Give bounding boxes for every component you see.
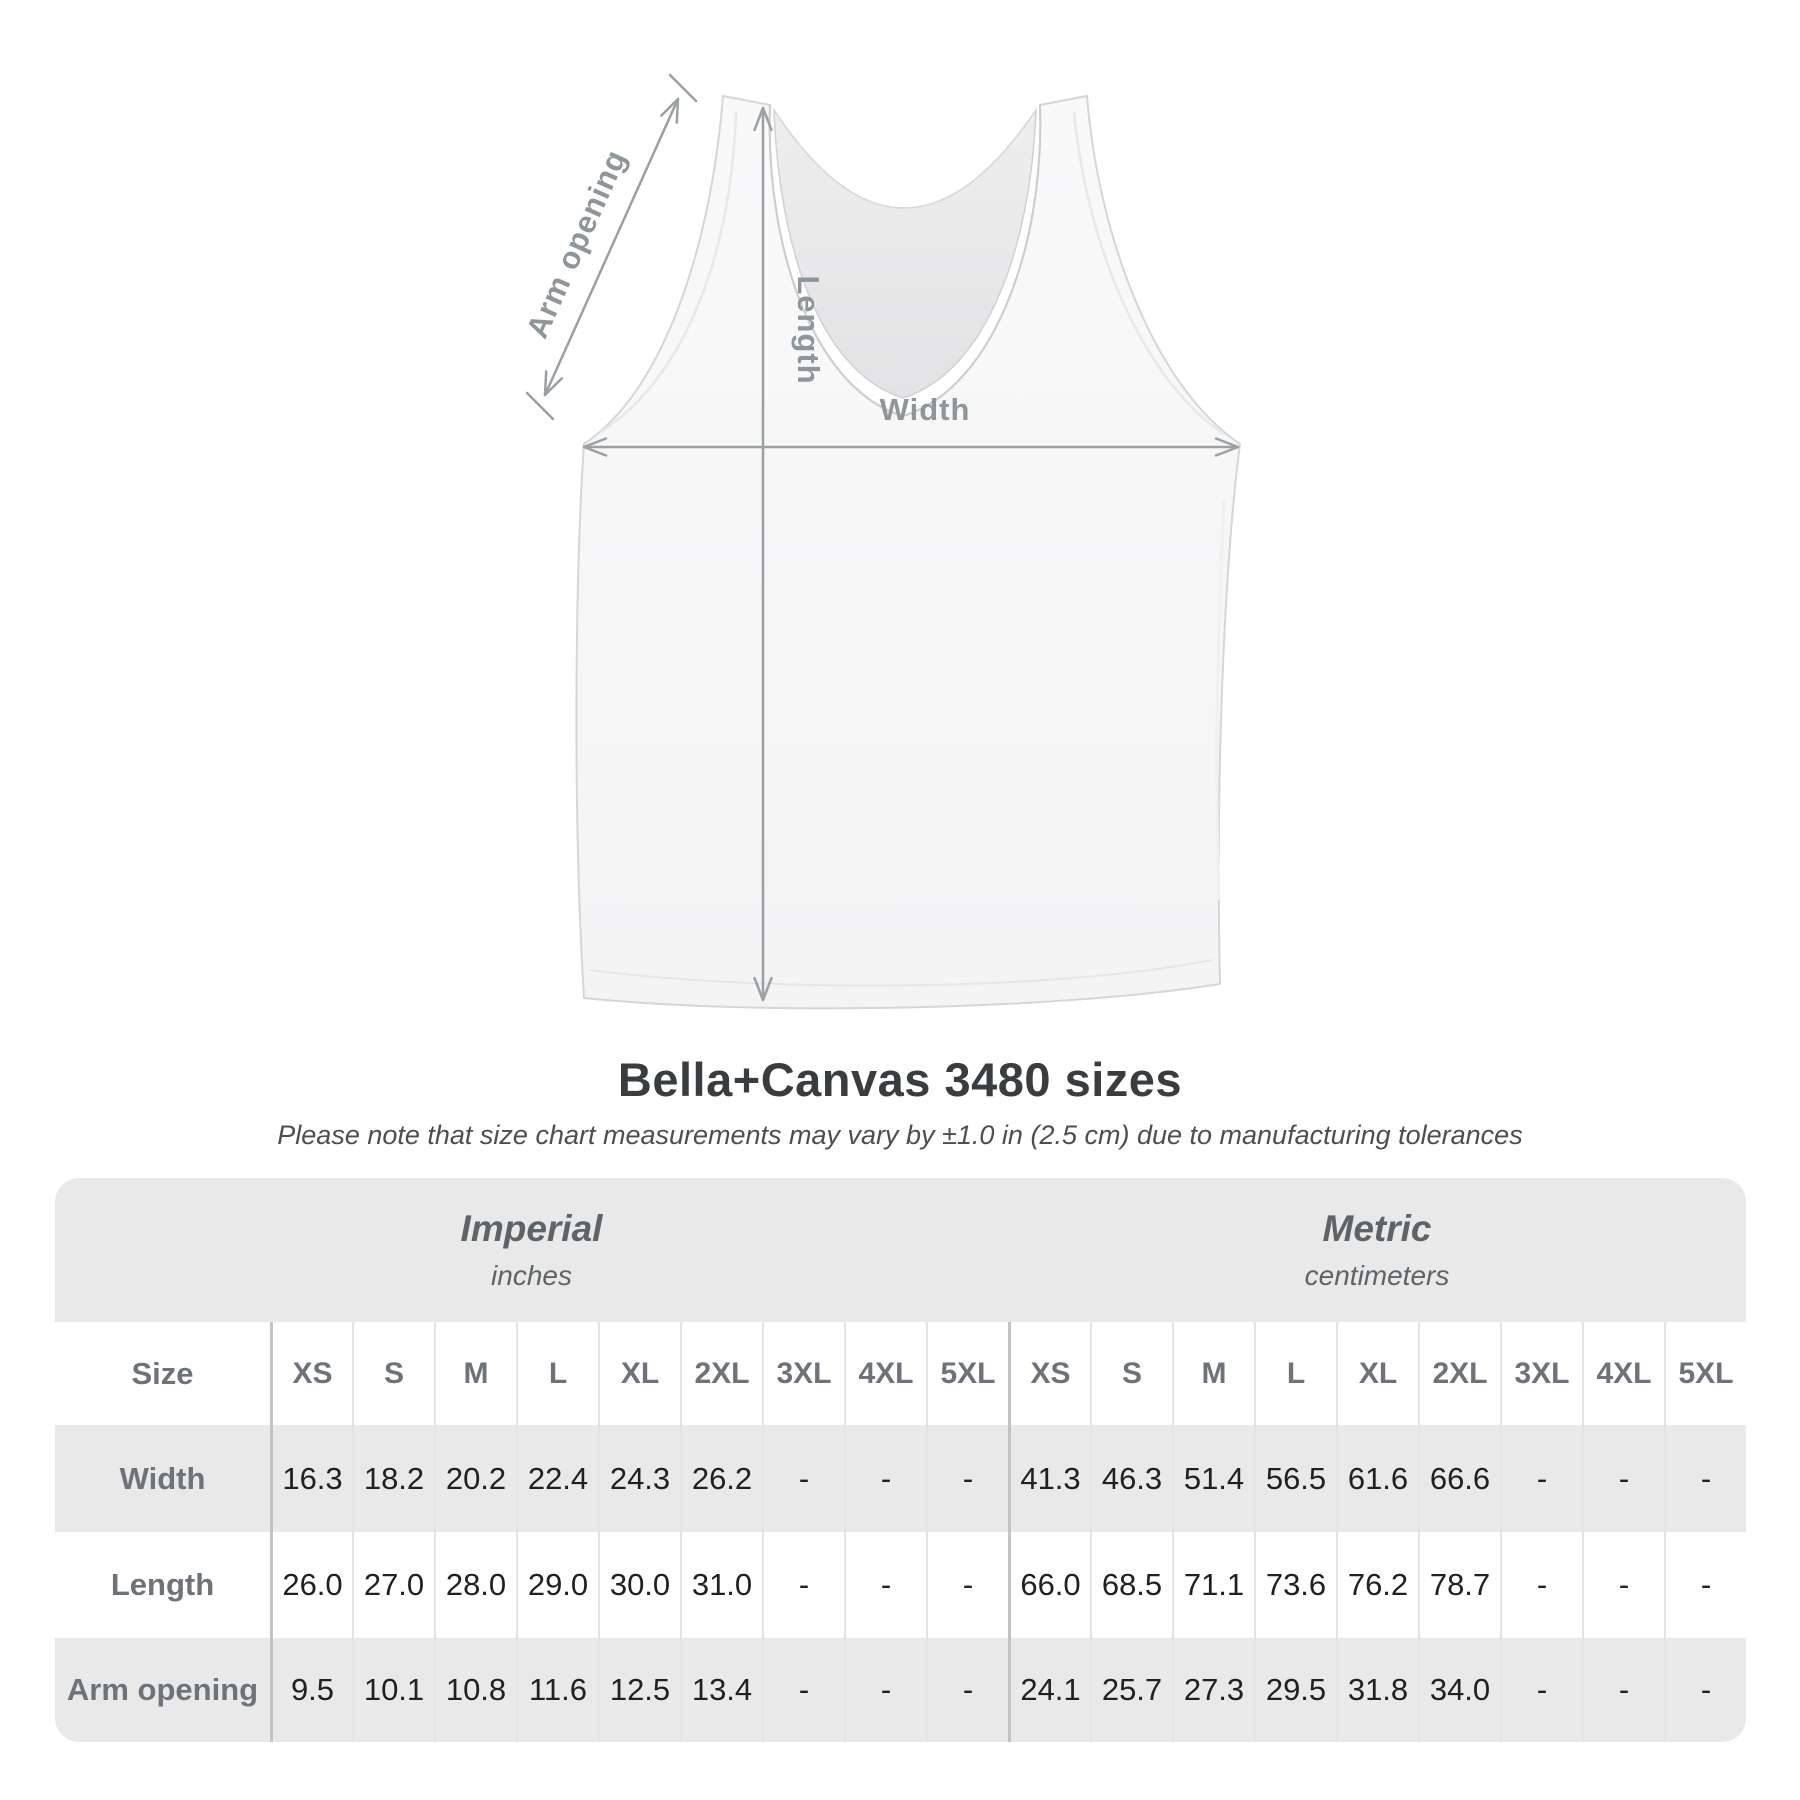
measurement-cell: 66.6: [1418, 1425, 1500, 1532]
measurement-cell: 27.0: [352, 1532, 434, 1638]
imperial-label: Imperial: [460, 1208, 603, 1249]
metric-section-header: [1008, 1208, 1746, 1292]
measurement-cell: 25.7: [1090, 1638, 1172, 1742]
metric-unit: centimeters: [1304, 1260, 1450, 1291]
measurement-cell: -: [762, 1532, 844, 1638]
size-chart-table: [55, 1178, 1746, 1742]
measurement-cell: -: [926, 1638, 1008, 1742]
measurement-cell: 68.5: [1090, 1532, 1172, 1638]
measurement-cell: 78.7: [1418, 1532, 1500, 1638]
measurement-cell: 24.3: [598, 1425, 680, 1532]
measurement-cell: 30.0: [598, 1532, 680, 1638]
measurement-cell: -: [844, 1532, 926, 1638]
imperial-section-header: [55, 1208, 1008, 1292]
size-col-header: 3XL: [762, 1322, 844, 1425]
measurement-cell: 66.0: [1008, 1532, 1090, 1638]
page-title: Bella+Canvas 3480 sizes: [617, 1053, 1183, 1106]
row-label: Length: [110, 1567, 215, 1602]
width-label: Width: [879, 392, 971, 427]
measurement-cell: 28.0: [434, 1532, 516, 1638]
length-label: Length: [791, 275, 826, 385]
measurement-cell: 56.5: [1254, 1425, 1336, 1532]
size-col-header: M: [434, 1322, 516, 1425]
measurement-cell: 16.3: [270, 1425, 352, 1532]
measurement-cell: 61.6: [1336, 1425, 1418, 1532]
measurement-cell: 41.3: [1008, 1425, 1090, 1532]
measurement-cell: -: [926, 1532, 1008, 1638]
measurement-cell: 46.3: [1090, 1425, 1172, 1532]
size-col-header: L: [516, 1322, 598, 1425]
measurement-cell: 10.8: [434, 1638, 516, 1742]
measurement-cell: 71.1: [1172, 1532, 1254, 1638]
size-col-header: XS: [1008, 1322, 1090, 1425]
measurement-cell: 24.1: [1008, 1638, 1090, 1742]
arm-opening-label: Arm opening: [519, 144, 634, 344]
measurement-cell: -: [1664, 1425, 1746, 1532]
measurement-cell: -: [1500, 1638, 1582, 1742]
measurement-cell: -: [1664, 1532, 1746, 1638]
size-col-header: S: [1090, 1322, 1172, 1425]
tolerance-note: Please note that size chart measurements may vary by ±1.0 in (2.5 cm) due to manufacturing tolerances: [277, 1120, 1523, 1150]
measurement-cell: 29.0: [516, 1532, 598, 1638]
measurement-cell: -: [1582, 1638, 1664, 1742]
measurement-cell: -: [762, 1425, 844, 1532]
measurement-cell: 18.2: [352, 1425, 434, 1532]
size-col-header: 5XL: [926, 1322, 1008, 1425]
row-label: Arm opening: [55, 1638, 270, 1742]
measurement-cell: 34.0: [1418, 1638, 1500, 1742]
measurement-cell: 26.2: [680, 1425, 762, 1532]
measurement-cell: 22.4: [516, 1425, 598, 1532]
measurement-cell: 26.0: [270, 1532, 352, 1638]
measurement-cell: -: [762, 1638, 844, 1742]
size-col-header: S: [352, 1322, 434, 1425]
measurement-cell: 29.5: [1254, 1638, 1336, 1742]
measurement-cell: -: [844, 1425, 926, 1532]
size-col-header: XL: [598, 1322, 680, 1425]
size-col-header: M: [1172, 1322, 1254, 1425]
measurement-cell: 73.6: [1254, 1532, 1336, 1638]
measurement-cell: -: [844, 1638, 926, 1742]
size-col-header: 5XL: [1664, 1322, 1746, 1425]
measurement-cell: -: [1664, 1638, 1746, 1742]
size-col-header: 2XL: [680, 1322, 762, 1425]
measurement-cell: -: [1500, 1425, 1582, 1532]
size-col-header: 2XL: [1418, 1322, 1500, 1425]
measurement-cell: 76.2: [1336, 1532, 1418, 1638]
measurement-cell: -: [1582, 1532, 1664, 1638]
measurement-cell: -: [1582, 1425, 1664, 1532]
measurement-cell: 9.5: [270, 1638, 352, 1742]
measurement-cell: 13.4: [680, 1638, 762, 1742]
measurement-cell: 12.5: [598, 1638, 680, 1742]
size-col-header: XL: [1336, 1322, 1418, 1425]
measurement-cell: 27.3: [1172, 1638, 1254, 1742]
imperial-unit: inches: [491, 1260, 572, 1291]
measurement-cell: 20.2: [434, 1425, 516, 1532]
measurement-cell: 11.6: [516, 1638, 598, 1742]
measurement-cell: 10.1: [352, 1638, 434, 1742]
measurement-cell: -: [926, 1425, 1008, 1532]
size-table-grid: [55, 1322, 1746, 1742]
measurement-cell: 31.0: [680, 1532, 762, 1638]
size-col-header: 4XL: [1582, 1322, 1664, 1425]
measurement-cell: 31.8: [1336, 1638, 1418, 1742]
size-col-header: 3XL: [1500, 1322, 1582, 1425]
measurement-cell: -: [1500, 1532, 1582, 1638]
size-col-header: 4XL: [844, 1322, 926, 1425]
size-col-header: L: [1254, 1322, 1336, 1425]
row-label: Width: [55, 1425, 270, 1532]
units-header: [55, 1178, 1746, 1322]
size-col-header: XS: [270, 1322, 352, 1425]
measurement-cell: 51.4: [1172, 1425, 1254, 1532]
size-column-header: Size: [131, 1355, 194, 1391]
metric-label: Metric: [1322, 1208, 1432, 1249]
